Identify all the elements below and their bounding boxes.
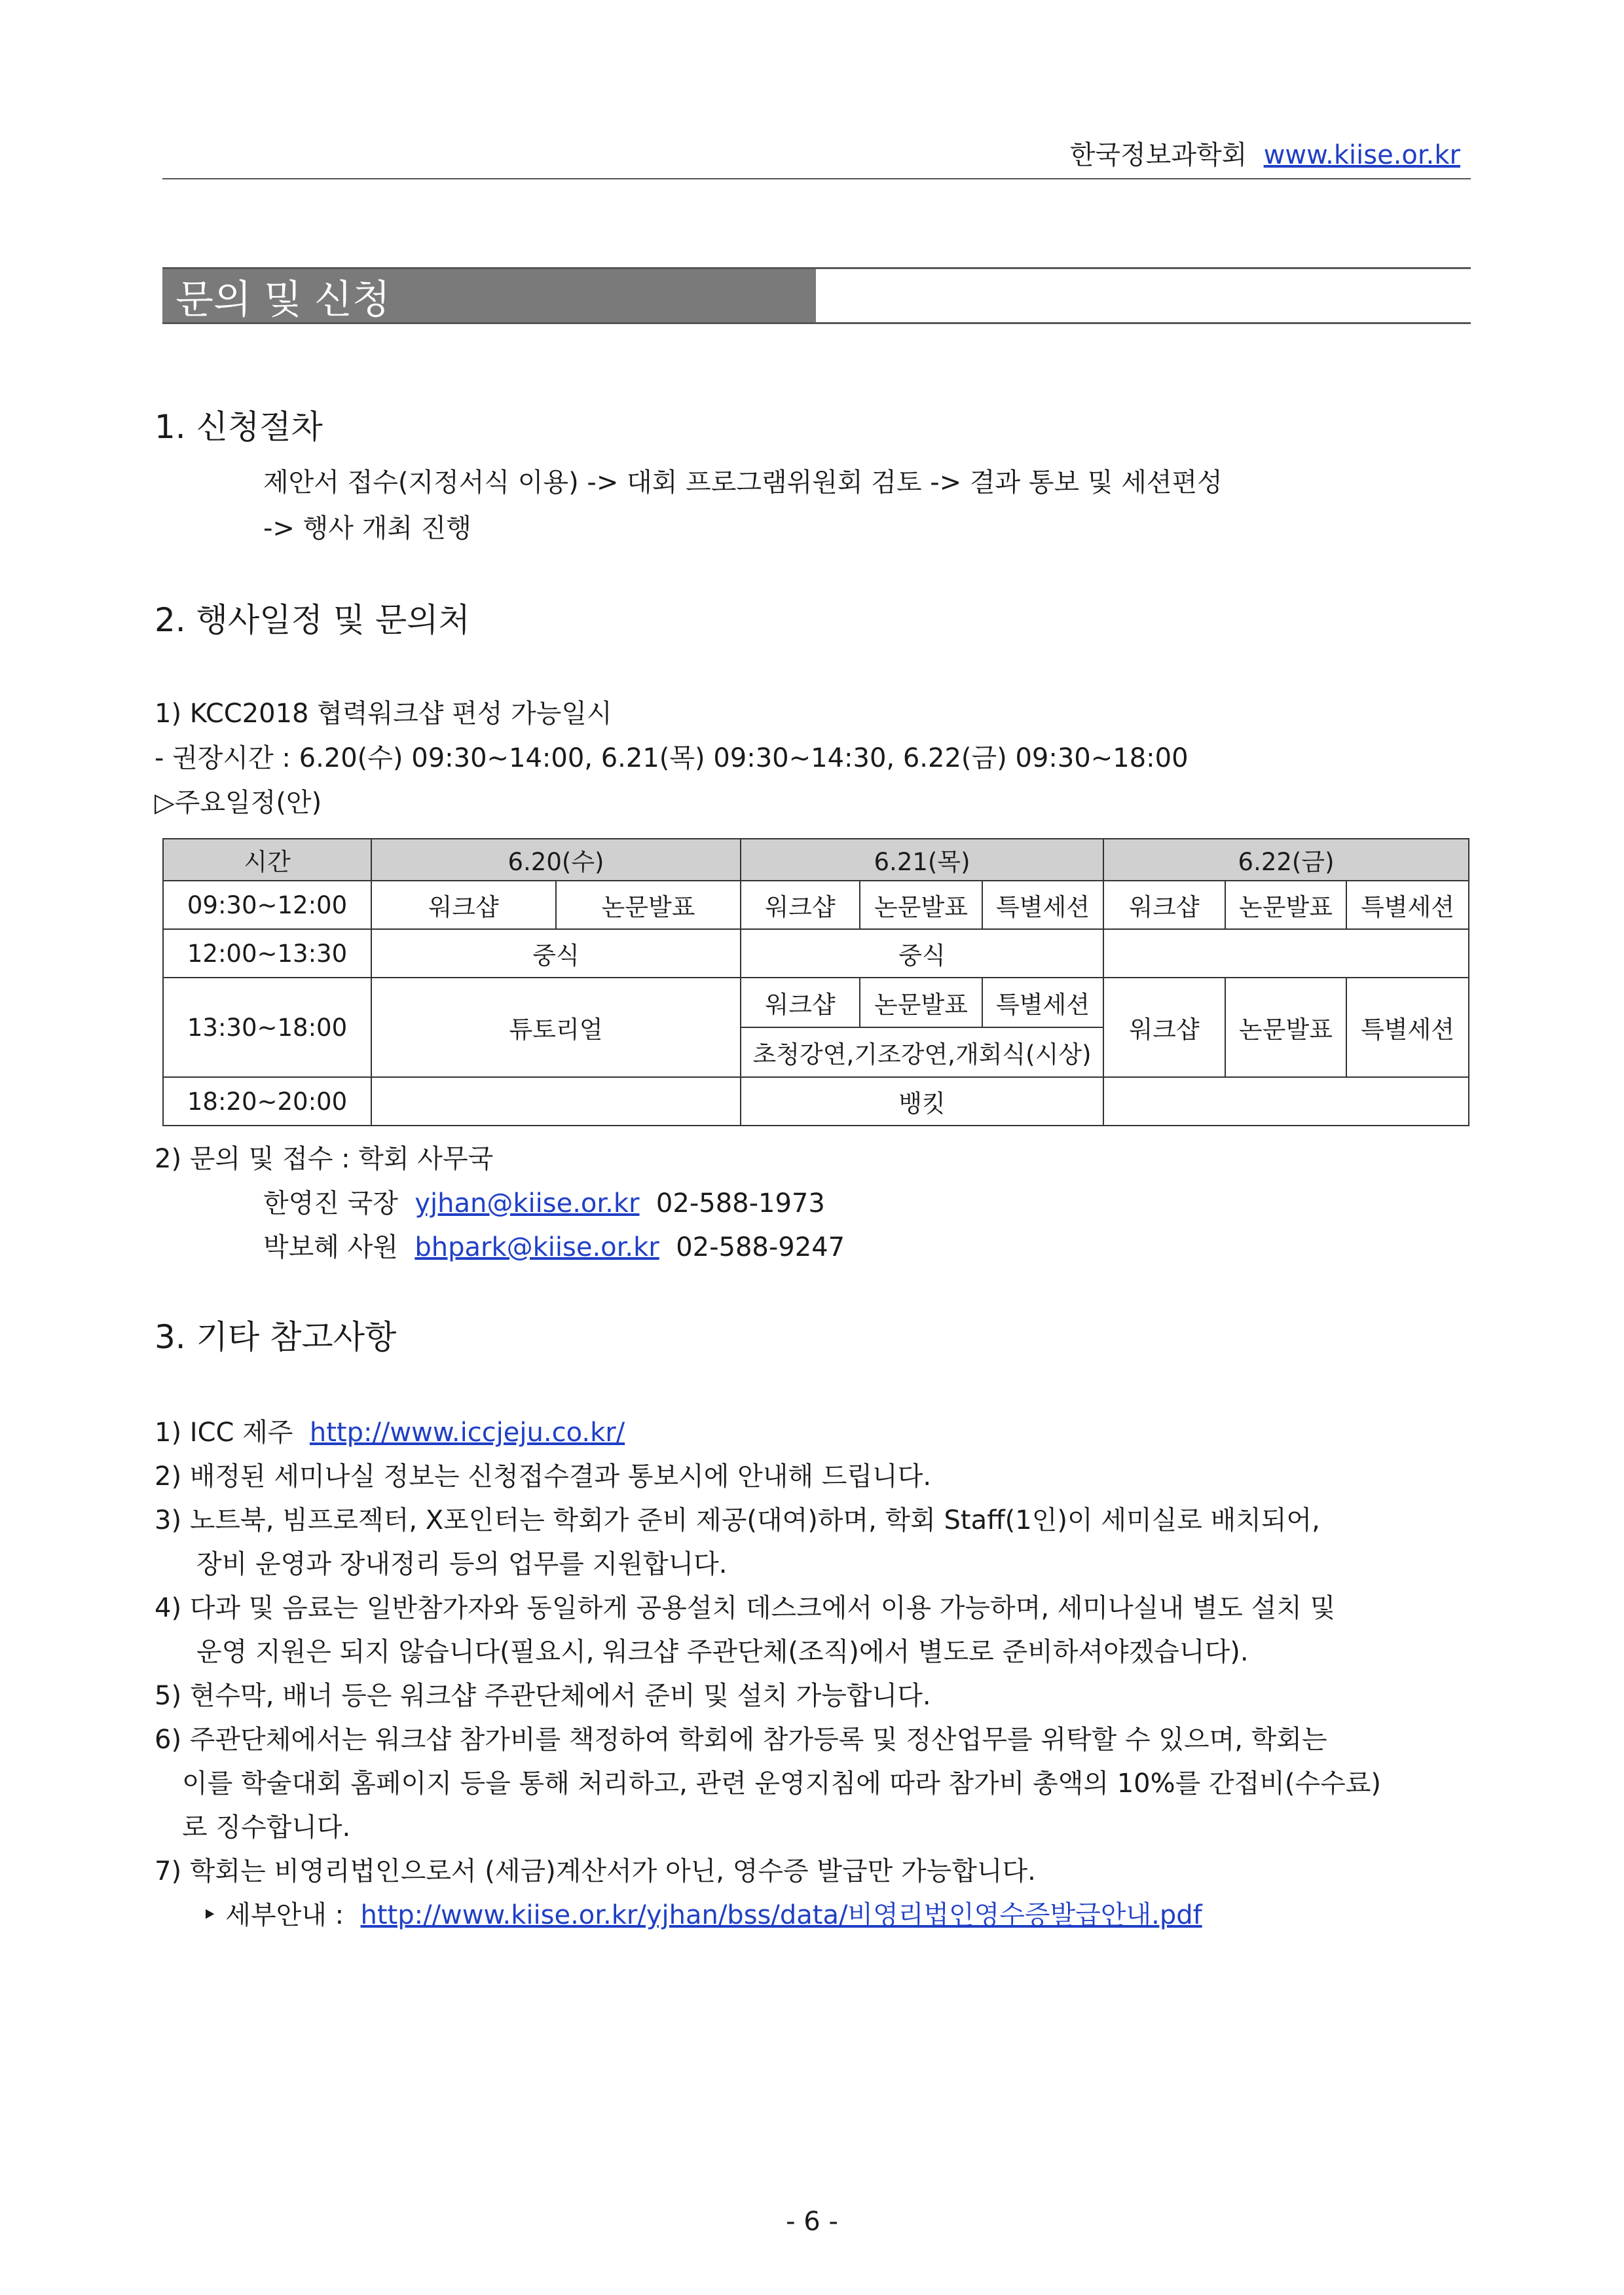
cell-paper: 논문발표: [556, 881, 741, 929]
contact-email-link[interactable]: yjhan@kiise.or.kr: [415, 1188, 640, 1219]
schedule-subheading: 1) KCC2018 협력워크샵 편성 가능일시: [155, 699, 612, 729]
cell-workshop: 워크샵: [371, 881, 556, 929]
header-day-2: 6.21(목): [741, 839, 1103, 881]
cell-special: 특별세션: [982, 978, 1103, 1027]
cell-paper: 논문발표: [860, 881, 982, 929]
cell-keynote: 초청강연,기조강연,개회식(시상): [741, 1027, 1103, 1077]
cell-paper: 논문발표: [1225, 978, 1346, 1077]
time-cell: 13:30~18:00: [163, 978, 371, 1077]
cell-tutorial: 튜토리얼: [371, 978, 741, 1077]
detail-label: ‣ 세부안내 :: [202, 1900, 344, 1930]
cell-workshop: 워크샵: [1103, 881, 1225, 929]
heading-other-notes: 3. 기타 참고사항: [155, 1318, 397, 1356]
procedure-line-1: 제안서 접수(지정서식 이용) -> 대회 프로그램위원회 검토 -> 결과 통보 및 세션편성: [263, 468, 1223, 498]
page-number: - 6 -: [786, 2207, 838, 2237]
heading-schedule-contact: 2. 행사일정 및 문의처: [155, 601, 470, 639]
contact-row: [263, 1183, 825, 1220]
header-divider: [162, 178, 1471, 179]
cell-empty: [371, 1077, 741, 1126]
table-row: [163, 1077, 1469, 1126]
recommended-hours: - 권장시간 : 6.20(수) 09:30~14:00, 6.21(목) 09:30~14:30, 6.22(금) 09:30~18:00: [155, 743, 1189, 773]
cell-workshop: 워크샵: [1103, 978, 1225, 1077]
note-item-1: [155, 1412, 625, 1449]
procedure-line-2: -> 행사 개최 진행: [263, 513, 471, 543]
schedule-table: [162, 838, 1469, 1126]
note-item-3: 3) 노트북, 빔프로젝터, X포인터는 학회가 준비 제공(대여)하며, 학회 Staff(1인)이 세미실로 배치되어,: [155, 1505, 1320, 1535]
icc-website-link[interactable]: http://www.iccjeju.co.kr/: [309, 1418, 625, 1448]
note-item-7-detail: [202, 1894, 1202, 1932]
contact-name: 한영진 국장: [263, 1188, 398, 1219]
cell-special: 특별세션: [1346, 881, 1469, 929]
cell-empty: [1103, 929, 1469, 978]
contact-name: 박보혜 사원: [263, 1232, 398, 1262]
section-title: 문의 및 신청: [175, 277, 390, 323]
page-header: [1070, 134, 1460, 172]
header-url-link[interactable]: www.kiise.or.kr: [1263, 140, 1460, 170]
note-item-6: 6) 주관단체에서는 워크샵 참가비를 책정하여 학회에 참가등록 및 정산업무를 위탁할 수 있으며, 학회는: [155, 1725, 1327, 1755]
note-item-4-cont: 운영 지원은 되지 않습니다(필요시, 워크샵 주관단체(조직)에서 별도로 준비하셔야겠습니다).: [196, 1637, 1249, 1667]
heading-application-procedure: 1. 신청절차: [155, 408, 323, 446]
cell-paper: 논문발표: [1225, 881, 1346, 929]
contact-phone: 02-588-1973: [655, 1188, 825, 1219]
time-cell: 09:30~12:00: [163, 881, 371, 929]
note-item-2: 2) 배정된 세미나실 정보는 신청접수결과 통보시에 안내해 드립니다.: [155, 1461, 932, 1492]
cell-workshop: 워크샵: [741, 978, 860, 1027]
note-item-6-cont2: 로 징수합니다.: [182, 1812, 351, 1843]
cell-special: 특별세션: [982, 881, 1103, 929]
cell-lunch: 중식: [741, 929, 1103, 978]
table-row: [163, 978, 1469, 1027]
cell-empty: [1103, 1077, 1469, 1126]
time-cell: 12:00~13:30: [163, 929, 371, 978]
note-item-5: 5) 현수막, 배너 등은 워크샵 주관단체에서 준비 및 설치 가능합니다.: [155, 1681, 931, 1711]
contact-email-link[interactable]: bhpark@kiise.or.kr: [415, 1232, 659, 1262]
note-item-3-cont: 장비 운영과 장내정리 등의 업무를 지원합니다.: [196, 1549, 728, 1579]
cell-workshop: 워크샵: [741, 881, 860, 929]
header-day-1: 6.20(수): [371, 839, 741, 881]
main-schedule-label: ▷주요일정(안): [155, 788, 322, 818]
contact-phone: 02-588-9247: [676, 1232, 845, 1262]
time-cell: 18:20~20:00: [163, 1077, 371, 1126]
header-day-3: 6.22(금): [1103, 839, 1469, 881]
note-item-6-cont: 이를 학술대회 홈페이지 등을 통해 처리하고, 관련 운영지침에 따라 참가비 총액의 10%를 간접비(수수료): [182, 1769, 1382, 1799]
receipt-guide-link[interactable]: http://www.kiise.or.kr/yjhan/bss/data/비영리법인영수증발급안내.pdf: [360, 1900, 1202, 1930]
note-item-4: 4) 다과 및 음료는 일반참가자와 동일하게 공용설치 데스크에서 이용 가능하며, 세미나실내 별도 설치 및: [155, 1593, 1336, 1623]
cell-banquet: 뱅킷: [741, 1077, 1103, 1126]
table-row: [163, 881, 1469, 929]
contact-row: [263, 1226, 845, 1264]
cell-lunch: 중식: [371, 929, 741, 978]
header-org: 한국정보과학회: [1069, 140, 1247, 170]
note-item-1-text: 1) ICC 제주: [155, 1418, 293, 1448]
header-time: 시간: [163, 839, 371, 881]
contact-subheading: 2) 문의 및 접수 : 학회 사무국: [155, 1144, 494, 1174]
table-row: [163, 929, 1469, 978]
table-header-row: [163, 839, 1469, 881]
note-item-7: 7) 학회는 비영리법인으로서 (세금)계산서가 아닌, 영수증 발급만 가능합니다.: [155, 1856, 1036, 1886]
cell-paper: 논문발표: [860, 978, 982, 1027]
cell-special: 특별세션: [1346, 978, 1469, 1077]
